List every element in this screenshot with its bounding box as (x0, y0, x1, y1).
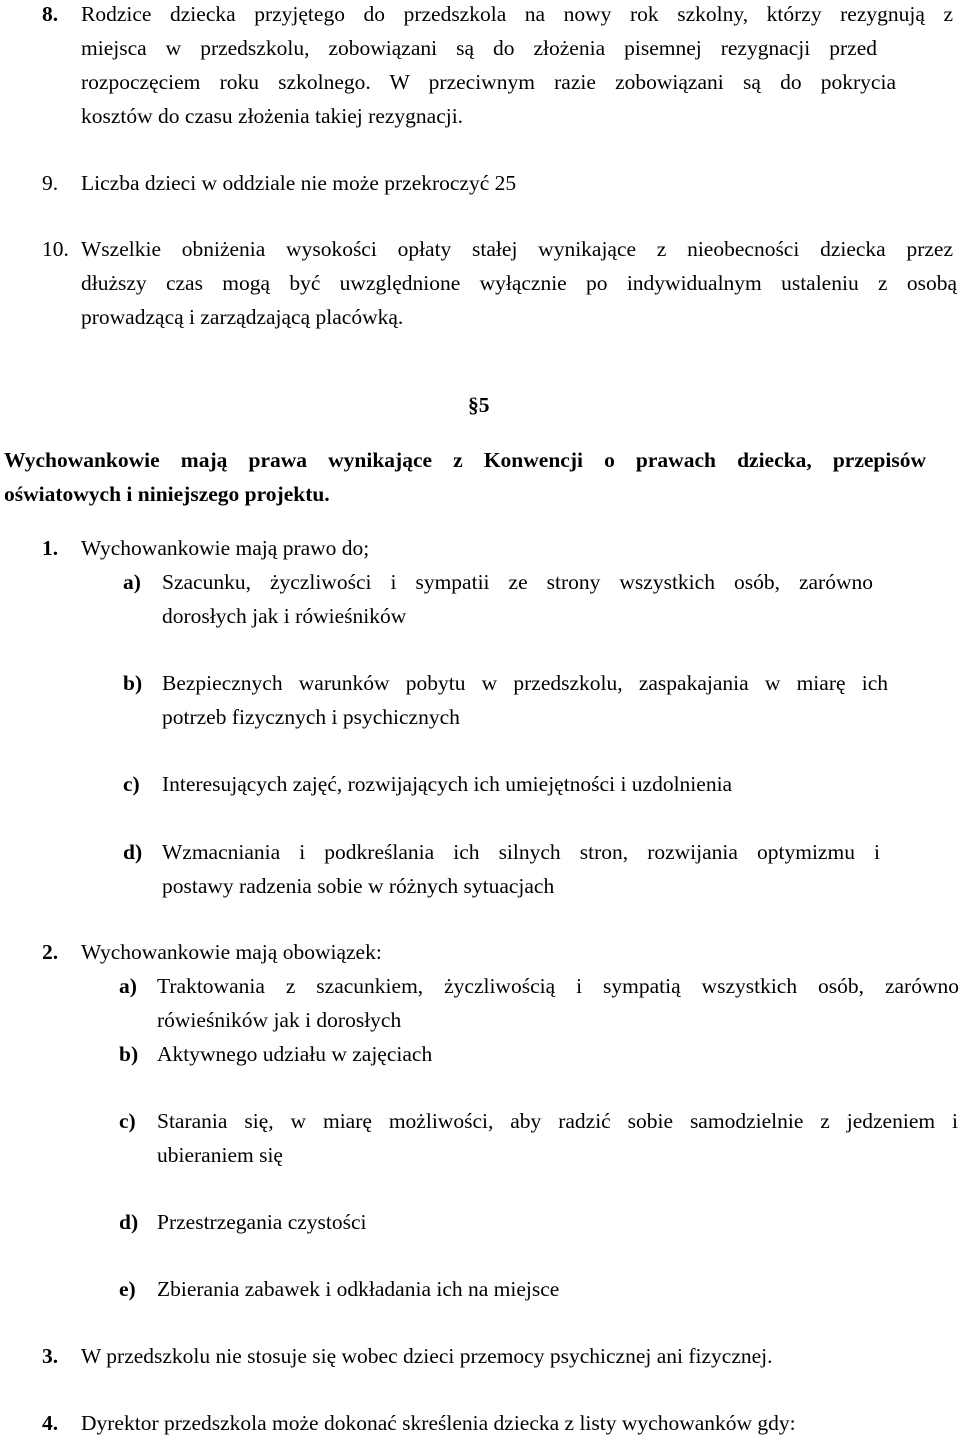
item-text-line: Rodzice dziecka przyjętego do przedszkola na nowy rok szkolny, którzy rezygnują z (81, 2, 953, 26)
sub-item-text-line: potrzeb fizycznych i psychicznych (162, 705, 460, 729)
item-text-line: prowadzącą i zarządzającą placówką. (81, 305, 404, 329)
item-text: Liczba dzieci w oddziale nie może przekroczyć 25 (81, 171, 517, 195)
sub-item-text-line: Przestrzegania czystości (157, 1210, 367, 1234)
item-text: Dyrektor przedszkola może dokonać skreślenia dziecka z listy wychowanków gdy: (81, 1411, 796, 1435)
sub-item-label: b) (123, 671, 143, 695)
sub-item-label: b) (119, 1042, 139, 1066)
sub-item-text-line: Szacunku, życzliwości i sympatii ze strony wszystkich osób, zarówno (162, 570, 873, 594)
section-mark: §5 (468, 393, 490, 417)
sub-item-text-line: rówieśników jak i dorosłych (157, 1008, 402, 1032)
section-intro-line: oświatowych i niniejszego projektu. (4, 482, 330, 506)
sub-item-text-line: Aktywnego udziału w zajęciach (157, 1042, 433, 1066)
sub-item-text-line: ubieraniem się (157, 1143, 283, 1167)
sub-item-text-line: postawy radzenia sobie w różnych sytuacjach (162, 874, 555, 898)
section-intro-line: Wychowankowie mają prawa wynikające z Konwencji o prawach dziecka, przepisów (4, 448, 926, 472)
sub-item-text-line: Wzmacniania i podkreślania ich silnych stron, rozwijania optymizmu i (162, 840, 880, 864)
item-number: 3. (42, 1344, 59, 1368)
sub-item-label: c) (119, 1109, 136, 1133)
item-number: 2. (42, 940, 59, 964)
sub-item-label: c) (123, 772, 140, 796)
item-number: 9. (42, 171, 59, 195)
item-text-line: rozpoczęciem roku szkolnego. W przeciwnym razie zobowiązani są do pokrycia (81, 70, 896, 94)
sub-item-text-line: Zbierania zabawek i odkładania ich na miejsce (157, 1277, 560, 1301)
sub-item-text-line: Bezpiecznych warunków pobytu w przedszkolu, zaspakajania w miarę ich (162, 671, 888, 695)
item-text-line: kosztów do czasu złożenia takiej rezygnacji. (81, 104, 464, 128)
sub-item-text-line: Starania się, w miarę możliwości, aby radzić sobie samodzielnie z jedzeniem i (157, 1109, 958, 1133)
sub-item-label: a) (119, 974, 137, 998)
sub-item-text-line: dorosłych jak i rówieśników (162, 604, 407, 628)
item-text: W przedszkolu nie stosuje się wobec dzieci przemocy psychicznej ani fizycznej. (81, 1344, 773, 1368)
sub-item-label: d) (123, 840, 143, 864)
item-number: 1. (42, 536, 59, 560)
item-text: Wychowankowie mają prawo do; (81, 536, 370, 560)
sub-item-label: a) (123, 570, 141, 594)
sub-item-text-line: Interesujących zajęć, rozwijających ich umiejętności i uzdolnienia (162, 772, 733, 796)
item-text-line: dłuższy czas mogą być uwzględnione wyłącznie po indywidualnym ustaleniu z osobą (81, 271, 957, 295)
sub-item-text-line: Traktowania z szacunkiem, życzliwością i sympatią wszystkich osób, zarówno (157, 974, 959, 998)
item-text-line: miejsca w przedszkolu, zobowiązani są do złożenia pisemnej rezygnacji przed (81, 36, 877, 60)
item-number: 4. (42, 1411, 59, 1435)
item-text: Wychowankowie mają obowiązek: (81, 940, 382, 964)
sub-item-label: d) (119, 1210, 139, 1234)
sub-item-label: e) (119, 1277, 136, 1301)
item-number: 10. (42, 237, 69, 261)
item-text-line: Wszelkie obniżenia wysokości opłaty stałej wynikające z nieobecności dziecka przez (81, 237, 953, 261)
item-number: 8. (42, 2, 59, 26)
